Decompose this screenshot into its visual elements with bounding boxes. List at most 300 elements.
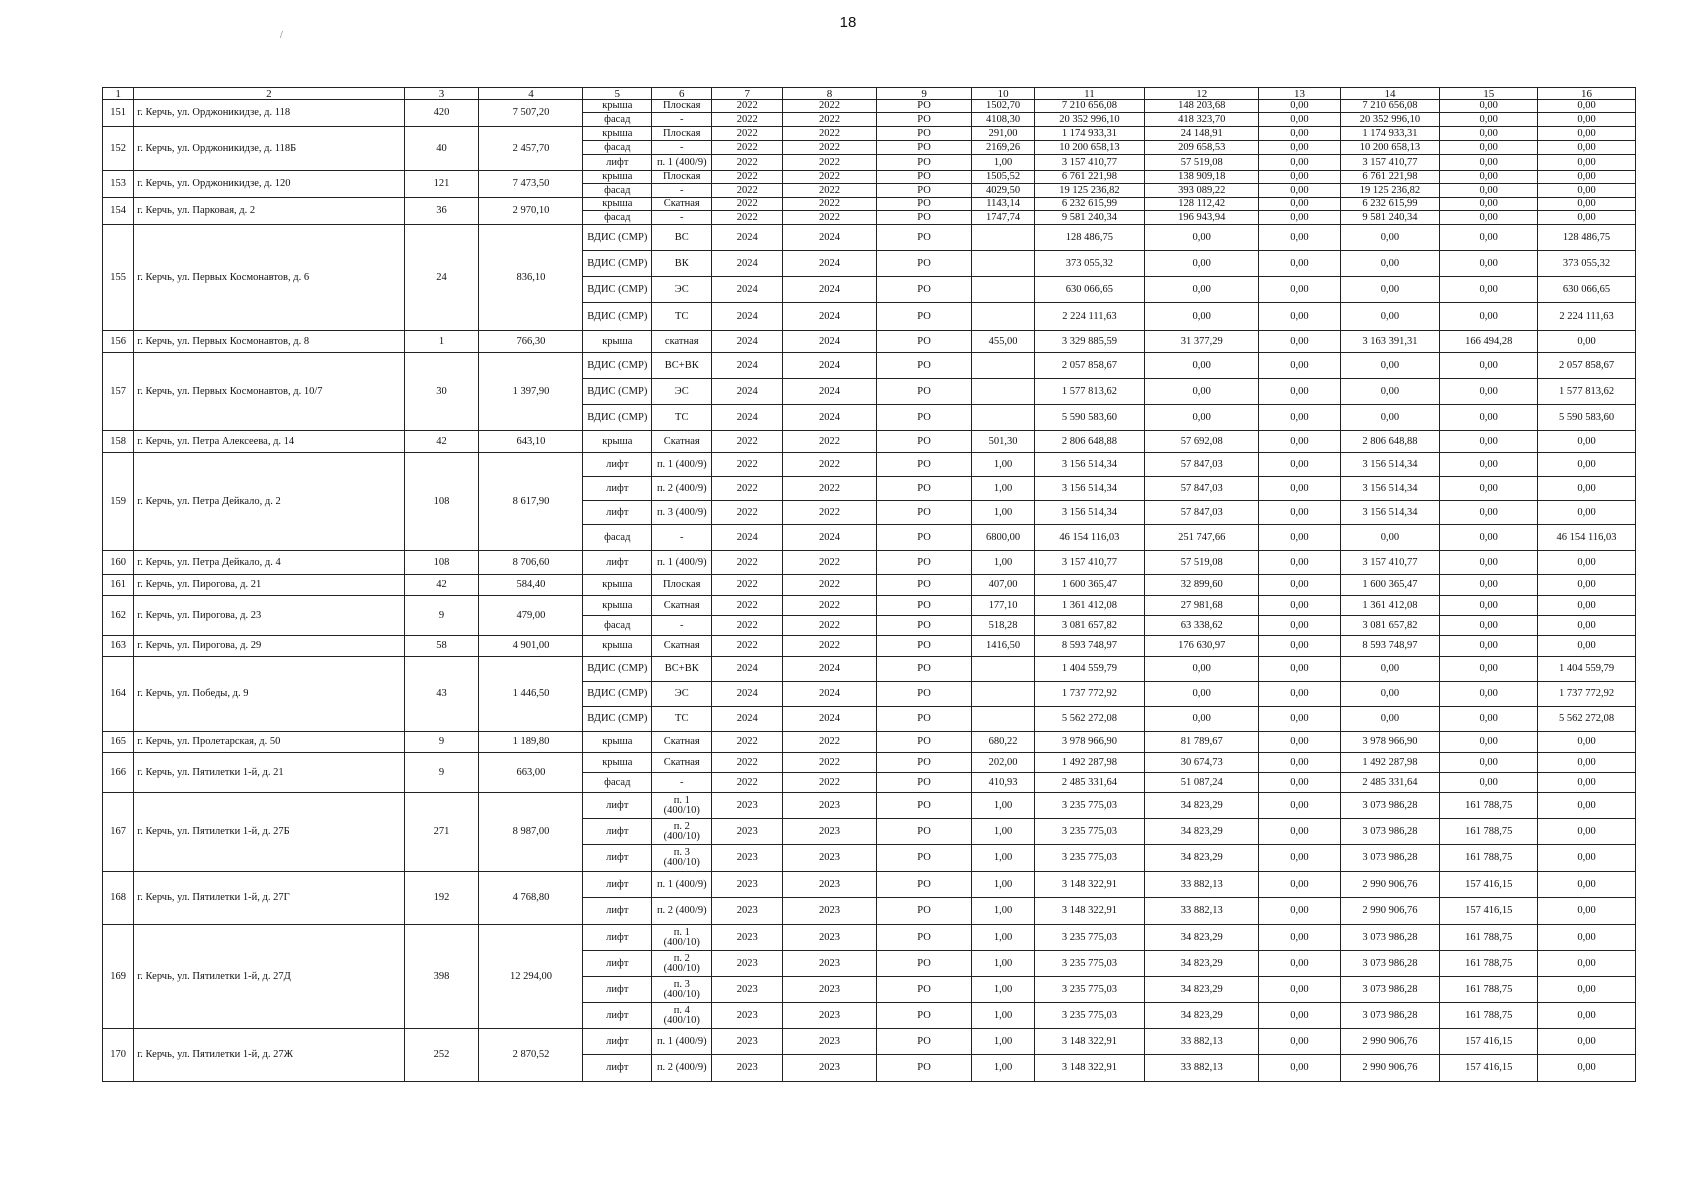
table-row [103,331,1636,353]
total-area: 2 970,10 [479,198,583,225]
row-number: 166 [103,753,134,793]
cost-14: 1 174 933,31 [1340,127,1440,141]
year-start: 2024 [712,303,783,331]
row-number: 162 [103,596,134,636]
cost-13: 0,00 [1259,1055,1340,1082]
method: РО [876,171,972,184]
row-number: 157 [103,353,134,431]
cost-15: 0,00 [1440,575,1538,596]
cost-15: 0,00 [1440,501,1538,525]
work-type: лифт [583,477,652,501]
work-type: лифт [583,453,652,477]
method: РО [876,793,972,819]
method: РО [876,616,972,636]
year-start: 2024 [712,525,783,551]
year-start: 2023 [712,951,783,977]
cost-16: 0,00 [1538,211,1636,225]
cost-14: 2 990 906,76 [1340,898,1440,925]
year-end: 2023 [783,1029,877,1055]
work-subtype: Скатная [652,198,712,211]
volume: 1747,74 [972,211,1034,225]
method: РО [876,682,972,707]
work-subtype: ЭС [652,277,712,303]
method: РО [876,707,972,732]
work-subtype: Скатная [652,431,712,453]
cost-13: 0,00 [1259,657,1340,682]
table-row [103,872,1636,898]
year-end: 2022 [783,732,877,753]
cost-12: 393 089,22 [1145,184,1259,198]
cost-16: 0,00 [1538,819,1636,845]
cost-13: 0,00 [1259,1029,1340,1055]
cost-14: 0,00 [1340,353,1440,379]
cost-13: 0,00 [1259,277,1340,303]
work-type: ВДИС (СМР) [583,405,652,431]
total-cost: 3 157 410,77 [1034,155,1144,171]
method: РО [876,753,972,773]
cost-12: 418 323,70 [1145,113,1259,127]
table-body [103,100,1636,1082]
cost-16: 0,00 [1538,501,1636,525]
volume: 1,00 [972,453,1034,477]
apartments-count: 40 [404,127,479,171]
total-cost: 3 235 775,03 [1034,977,1144,1003]
cost-12: 0,00 [1145,405,1259,431]
cost-15: 157 416,15 [1440,872,1538,898]
year-start: 2024 [712,405,783,431]
work-type: лифт [583,951,652,977]
total-cost: 6 232 615,99 [1034,198,1144,211]
year-start: 2023 [712,1029,783,1055]
column-number-6: 6 [652,88,712,100]
total-cost: 2 224 111,63 [1034,303,1144,331]
method: РО [876,141,972,155]
total-cost: 3 148 322,91 [1034,872,1144,898]
total-area: 766,30 [479,331,583,353]
page-number: 18 [839,14,857,31]
total-area: 1 446,50 [479,657,583,732]
cost-13: 0,00 [1259,872,1340,898]
cost-12: 57 847,03 [1145,477,1259,501]
year-end: 2023 [783,898,877,925]
cost-15: 0,00 [1440,171,1538,184]
cost-16: 0,00 [1538,477,1636,501]
work-type: фасад [583,616,652,636]
method: РО [876,100,972,113]
address: г. Керчь, ул. Орджоникидзе, д. 118Б [134,127,404,171]
work-subtype: - [652,616,712,636]
method: РО [876,732,972,753]
volume: 455,00 [972,331,1034,353]
scan-mark: / [280,30,283,41]
cost-12: 0,00 [1145,379,1259,405]
volume: 1416,50 [972,636,1034,657]
column-number-row [103,88,1636,100]
cost-15: 161 788,75 [1440,951,1538,977]
cost-16: 0,00 [1538,551,1636,575]
year-start: 2022 [712,501,783,525]
year-end: 2022 [783,211,877,225]
total-cost: 3 235 775,03 [1034,793,1144,819]
cost-12: 33 882,13 [1145,1055,1259,1082]
cost-13: 0,00 [1259,898,1340,925]
work-subtype: п. 3 (400/10) [652,845,712,872]
column-number-5: 5 [583,88,652,100]
volume: 1,00 [972,1003,1034,1029]
cost-12: 209 658,53 [1145,141,1259,155]
year-end: 2022 [783,141,877,155]
cost-12: 33 882,13 [1145,1029,1259,1055]
work-type: лифт [583,793,652,819]
year-start: 2024 [712,657,783,682]
total-area: 4 768,80 [479,872,583,925]
cost-13: 0,00 [1259,525,1340,551]
work-subtype: п. 2 (400/10) [652,819,712,845]
table-row [103,1029,1636,1055]
cost-16: 0,00 [1538,127,1636,141]
table-row [103,657,1636,682]
cost-15: 161 788,75 [1440,925,1538,951]
row-number: 161 [103,575,134,596]
row-number: 167 [103,793,134,872]
work-subtype: ВС [652,225,712,251]
cost-13: 0,00 [1259,431,1340,453]
cost-14: 7 210 656,08 [1340,100,1440,113]
cost-12: 81 789,67 [1145,732,1259,753]
total-cost: 20 352 996,10 [1034,113,1144,127]
year-end: 2024 [783,251,877,277]
total-area: 584,40 [479,575,583,596]
cost-13: 0,00 [1259,501,1340,525]
volume: 1,00 [972,551,1034,575]
address: г. Керчь, ул. Пролетарская, д. 50 [134,732,404,753]
cost-14: 1 600 365,47 [1340,575,1440,596]
total-cost: 1 737 772,92 [1034,682,1144,707]
cost-12: 128 112,42 [1145,198,1259,211]
year-end: 2024 [783,657,877,682]
cost-15: 161 788,75 [1440,793,1538,819]
work-subtype: ТС [652,405,712,431]
table-row [103,453,1636,477]
cost-12: 30 674,73 [1145,753,1259,773]
work-subtype: ТС [652,303,712,331]
apartments-count: 1 [404,331,479,353]
address: г. Керчь, ул. Пятилетки 1-й, д. 27Г [134,872,404,925]
apartments-count: 252 [404,1029,479,1082]
method: РО [876,1055,972,1082]
work-subtype: п. 2 (400/9) [652,477,712,501]
column-number-1: 1 [103,88,134,100]
apartments-count: 398 [404,925,479,1029]
total-cost: 1 600 365,47 [1034,575,1144,596]
year-start: 2022 [712,171,783,184]
cost-16: 0,00 [1538,793,1636,819]
cost-15: 161 788,75 [1440,845,1538,872]
cost-12: 0,00 [1145,251,1259,277]
cost-15: 0,00 [1440,453,1538,477]
cost-16: 46 154 116,03 [1538,525,1636,551]
cost-12: 34 823,29 [1145,951,1259,977]
cost-14: 0,00 [1340,379,1440,405]
cost-13: 0,00 [1259,353,1340,379]
table-row [103,575,1636,596]
cost-16: 0,00 [1538,184,1636,198]
cost-16: 0,00 [1538,431,1636,453]
method: РО [876,872,972,898]
total-cost: 1 404 559,79 [1034,657,1144,682]
cost-15: 0,00 [1440,211,1538,225]
row-number: 151 [103,100,134,127]
volume: 1,00 [972,872,1034,898]
year-start: 2024 [712,331,783,353]
total-area: 643,10 [479,431,583,453]
total-area: 479,00 [479,596,583,636]
cost-14: 1 361 412,08 [1340,596,1440,616]
column-number-3: 3 [404,88,479,100]
address: г. Керчь, ул. Петра Дейкало, д. 2 [134,453,404,551]
table-row [103,793,1636,819]
year-end: 2024 [783,303,877,331]
cost-14: 0,00 [1340,707,1440,732]
cost-13: 0,00 [1259,551,1340,575]
volume: 1,00 [972,819,1034,845]
total-cost: 1 361 412,08 [1034,596,1144,616]
volume: 6800,00 [972,525,1034,551]
year-start: 2023 [712,1003,783,1029]
cost-16: 630 066,65 [1538,277,1636,303]
table-row [103,225,1636,251]
work-type: ВДИС (СМР) [583,657,652,682]
work-type: лифт [583,1055,652,1082]
volume: 680,22 [972,732,1034,753]
year-end: 2023 [783,925,877,951]
work-subtype: ТС [652,707,712,732]
cost-15: 0,00 [1440,682,1538,707]
address: г. Керчь, ул. Первых Космонавтов, д. 8 [134,331,404,353]
cost-15: 0,00 [1440,525,1538,551]
year-start: 2022 [712,141,783,155]
row-number: 152 [103,127,134,171]
work-type: крыша [583,596,652,616]
table-row [103,732,1636,753]
work-subtype: Плоская [652,575,712,596]
method: РО [876,977,972,1003]
total-cost: 3 235 775,03 [1034,951,1144,977]
cost-16: 0,00 [1538,1055,1636,1082]
total-cost: 2 057 858,67 [1034,353,1144,379]
year-end: 2022 [783,773,877,793]
work-subtype: - [652,211,712,225]
table-row [103,198,1636,211]
method: РО [876,525,972,551]
year-end: 2024 [783,707,877,732]
cost-12: 196 943,94 [1145,211,1259,225]
apartments-count: 192 [404,872,479,925]
cost-14: 6 232 615,99 [1340,198,1440,211]
cost-15: 0,00 [1440,657,1538,682]
volume: 202,00 [972,753,1034,773]
volume [972,277,1034,303]
work-type: лифт [583,977,652,1003]
cost-16: 1 404 559,79 [1538,657,1636,682]
address: г. Керчь, ул. Орджоникидзе, д. 118 [134,100,404,127]
work-type: ВДИС (СМР) [583,303,652,331]
method: РО [876,155,972,171]
year-start: 2022 [712,773,783,793]
work-subtype: п. 1 (400/10) [652,793,712,819]
cost-14: 0,00 [1340,251,1440,277]
cost-16: 0,00 [1538,636,1636,657]
cost-12: 0,00 [1145,277,1259,303]
apartments-count: 121 [404,171,479,198]
cost-15: 0,00 [1440,477,1538,501]
work-type: ВДИС (СМР) [583,682,652,707]
year-end: 2022 [783,477,877,501]
year-end: 2022 [783,127,877,141]
cost-12: 34 823,29 [1145,925,1259,951]
column-number-7: 7 [712,88,783,100]
total-area: 12 294,00 [479,925,583,1029]
cost-14: 2 806 648,88 [1340,431,1440,453]
cost-14: 6 761 221,98 [1340,171,1440,184]
method: РО [876,198,972,211]
address: г. Керчь, ул. Первых Космонавтов, д. 10/7 [134,353,404,431]
work-type: ВДИС (СМР) [583,353,652,379]
year-start: 2022 [712,636,783,657]
total-area: 2 457,70 [479,127,583,171]
year-start: 2022 [712,453,783,477]
cost-15: 0,00 [1440,636,1538,657]
volume: 291,00 [972,127,1034,141]
year-start: 2022 [712,596,783,616]
year-end: 2022 [783,184,877,198]
cost-16: 0,00 [1538,198,1636,211]
total-cost: 3 329 885,59 [1034,331,1144,353]
cost-12: 63 338,62 [1145,616,1259,636]
method: РО [876,331,972,353]
work-subtype: Плоская [652,100,712,113]
row-number: 156 [103,331,134,353]
table-row [103,636,1636,657]
row-number: 155 [103,225,134,331]
cost-16: 2 224 111,63 [1538,303,1636,331]
cost-12: 0,00 [1145,303,1259,331]
year-start: 2022 [712,100,783,113]
apartments-count: 24 [404,225,479,331]
year-start: 2023 [712,1055,783,1082]
volume: 1502,70 [972,100,1034,113]
table-row [103,127,1636,141]
column-number-15: 15 [1440,88,1538,100]
work-type: крыша [583,753,652,773]
cost-16: 0,00 [1538,453,1636,477]
year-start: 2022 [712,551,783,575]
apartments-count: 42 [404,431,479,453]
volume: 1,00 [972,793,1034,819]
cost-15: 0,00 [1440,379,1538,405]
work-type: крыша [583,100,652,113]
work-type: лифт [583,1003,652,1029]
volume: 2169,26 [972,141,1034,155]
cost-13: 0,00 [1259,171,1340,184]
year-start: 2022 [712,753,783,773]
cost-13: 0,00 [1259,845,1340,872]
work-type: лифт [583,551,652,575]
volume: 1,00 [972,1029,1034,1055]
volume: 1,00 [972,925,1034,951]
apartments-count: 420 [404,100,479,127]
cost-13: 0,00 [1259,127,1340,141]
total-cost: 3 978 966,90 [1034,732,1144,753]
total-cost: 10 200 658,13 [1034,141,1144,155]
row-number: 170 [103,1029,134,1082]
cost-14: 2 990 906,76 [1340,1029,1440,1055]
cost-13: 0,00 [1259,596,1340,616]
cost-13: 0,00 [1259,303,1340,331]
address: г. Керчь, ул. Первых Космонавтов, д. 6 [134,225,404,331]
cost-13: 0,00 [1259,141,1340,155]
method: РО [876,819,972,845]
work-subtype: Плоская [652,127,712,141]
method: РО [876,431,972,453]
cost-15: 0,00 [1440,100,1538,113]
total-area: 2 870,52 [479,1029,583,1082]
method: РО [876,898,972,925]
year-start: 2023 [712,819,783,845]
volume: 1,00 [972,898,1034,925]
apartments-count: 42 [404,575,479,596]
year-start: 2024 [712,682,783,707]
volume: 1,00 [972,1055,1034,1082]
total-cost: 7 210 656,08 [1034,100,1144,113]
apartments-count: 9 [404,596,479,636]
cost-14: 2 990 906,76 [1340,872,1440,898]
cost-16: 0,00 [1538,951,1636,977]
table-row [103,353,1636,379]
year-end: 2023 [783,819,877,845]
total-cost: 5 562 272,08 [1034,707,1144,732]
method: РО [876,251,972,277]
volume [972,405,1034,431]
cost-13: 0,00 [1259,682,1340,707]
cost-16: 0,00 [1538,100,1636,113]
cost-14: 3 156 514,34 [1340,501,1440,525]
address: г. Керчь, ул. Орджоникидзе, д. 120 [134,171,404,198]
work-subtype: п. 2 (400/9) [652,1055,712,1082]
total-cost: 5 590 583,60 [1034,405,1144,431]
method: РО [876,636,972,657]
cost-12: 33 882,13 [1145,898,1259,925]
column-number-12: 12 [1145,88,1259,100]
cost-12: 34 823,29 [1145,819,1259,845]
work-type: лифт [583,1029,652,1055]
cost-13: 0,00 [1259,453,1340,477]
work-type: крыша [583,431,652,453]
work-subtype: - [652,525,712,551]
address: г. Керчь, ул. Пирогова, д. 23 [134,596,404,636]
work-type: лифт [583,819,652,845]
cost-15: 0,00 [1440,303,1538,331]
volume: 1,00 [972,477,1034,501]
year-start: 2022 [712,198,783,211]
capital-repair-table [102,87,1636,1082]
cost-14: 20 352 996,10 [1340,113,1440,127]
total-cost: 9 581 240,34 [1034,211,1144,225]
year-end: 2024 [783,405,877,431]
total-cost: 3 148 322,91 [1034,1029,1144,1055]
work-type: ВДИС (СМР) [583,707,652,732]
work-type: ВДИС (СМР) [583,379,652,405]
